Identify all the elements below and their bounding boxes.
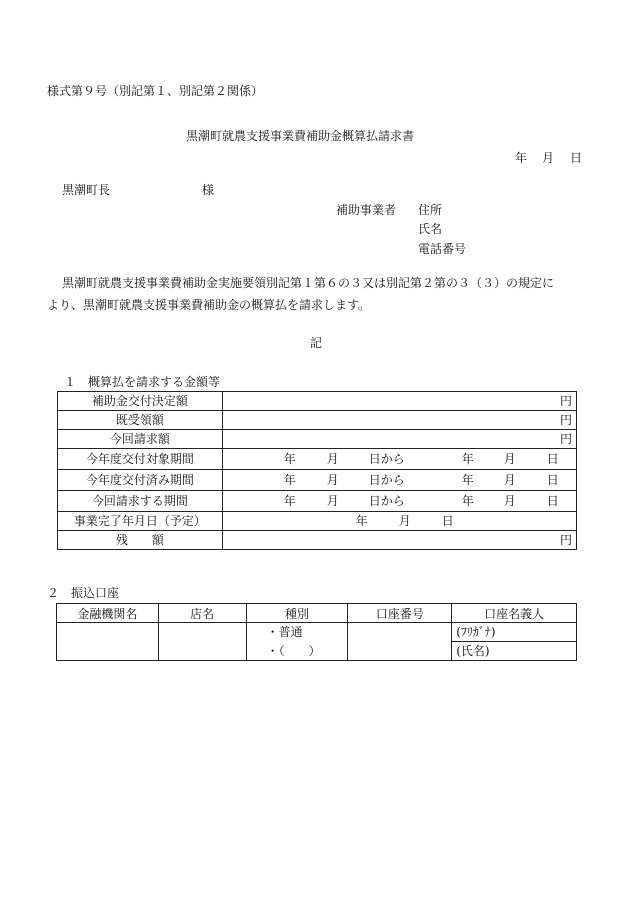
row-label-received: 既受領額 — [58, 411, 223, 430]
row-label-decision: 補助金交付決定額 — [58, 392, 223, 411]
addressee-honorific: 様 — [202, 183, 215, 197]
period-month: 月 — [398, 514, 411, 528]
period-field-request[interactable] — [222, 491, 576, 512]
amount-field-this-request[interactable] — [222, 430, 576, 449]
date-day: 日 — [570, 151, 583, 165]
period-day: 日 — [441, 514, 454, 528]
row-label-target-period: 今年度交付対象期間 — [58, 449, 223, 470]
date-month: 月 — [542, 151, 555, 165]
account-type-option-other[interactable]: ・（ ） — [246, 642, 348, 661]
table-row — [58, 531, 577, 550]
amount-field-received[interactable] — [222, 411, 576, 430]
body-text-line2: より、黒潮町就農支援事業費補助金の概算払を請求します。 — [47, 298, 371, 312]
period-from: 日から — [368, 494, 405, 508]
period-day: 日 — [546, 452, 559, 466]
holder-kana-field[interactable]: (ﾌﾘｶﾞﾅ) — [452, 623, 577, 642]
table-row — [58, 512, 577, 531]
yen-unit: 円 — [559, 533, 572, 547]
table-header-row — [57, 604, 577, 623]
period-from: 日から — [368, 473, 405, 487]
row-label-this-request: 今回請求額 — [58, 430, 223, 449]
applicant-label: 補助事業者 — [336, 203, 397, 217]
addressee-name: 黒潮町長 — [62, 183, 111, 197]
table-row — [58, 491, 577, 512]
ki-mark: 記 — [310, 336, 323, 350]
applicant-address-label: 住所 — [418, 203, 443, 217]
date-year: 年 — [515, 151, 528, 165]
yen-unit: 円 — [559, 432, 572, 446]
table-row — [58, 449, 577, 470]
row-label-request-period: 今回請求する期間 — [58, 491, 223, 512]
amount-field-balance[interactable] — [222, 531, 576, 550]
period-month: 月 — [326, 452, 339, 466]
period-day: 日 — [546, 494, 559, 508]
period-field-target[interactable] — [222, 449, 576, 470]
period-year: 年 — [283, 494, 296, 508]
period-year: 年 — [283, 452, 296, 466]
header-account-type: 種別 — [246, 604, 348, 623]
period-month: 月 — [326, 473, 339, 487]
bank-account-table — [56, 603, 577, 661]
amount-field-decision[interactable] — [222, 392, 576, 411]
holder-name-field[interactable]: (氏名) — [452, 642, 577, 661]
period-month: 月 — [503, 473, 516, 487]
table-row — [58, 430, 577, 449]
header-bank-name: 金融機関名 — [57, 604, 159, 623]
row-label-balance: 残 額 — [58, 531, 223, 550]
account-type-option-ordinary[interactable]: ・普通 — [246, 623, 348, 642]
header-account-holder: 口座名義人 — [452, 604, 577, 623]
applicant-name-label: 氏名 — [418, 222, 443, 236]
period-year: 年 — [461, 473, 474, 487]
header-branch: 店名 — [158, 604, 246, 623]
row-label-completion: 事業完了年月日（予定） — [58, 512, 223, 531]
header-account-number: 口座番号 — [348, 604, 452, 623]
period-day: 日 — [546, 473, 559, 487]
table-row — [57, 623, 577, 642]
yen-unit: 円 — [559, 413, 572, 427]
bank-name-field[interactable] — [57, 623, 159, 661]
period-from: 日から — [368, 452, 405, 466]
amount-table — [57, 391, 577, 550]
date-field-completion[interactable] — [222, 512, 576, 531]
period-field-paid[interactable] — [222, 470, 576, 491]
body-text-line1: 黒潮町就農支援事業費補助金実施要領別記第１第６の３又は別記第２第の３（３）の規定に — [62, 276, 555, 290]
yen-unit: 円 — [559, 394, 572, 408]
period-year: 年 — [461, 494, 474, 508]
period-month: 月 — [503, 494, 516, 508]
period-month: 月 — [503, 452, 516, 466]
period-year: 年 — [355, 514, 368, 528]
section1-heading: １ 概算払を請求する金額等 — [64, 375, 221, 389]
period-year: 年 — [283, 473, 296, 487]
form-reference: 様式第９号（別記第１、別記第２関係） — [47, 84, 264, 98]
period-year: 年 — [461, 452, 474, 466]
branch-field[interactable] — [158, 623, 246, 661]
table-row — [58, 470, 577, 491]
table-row — [58, 392, 577, 411]
document-title: 黒潮町就農支援事業費補助金概算払請求書 — [186, 129, 415, 143]
account-number-field[interactable] — [348, 623, 452, 661]
section2-heading: ２ 振込口座 — [47, 586, 120, 600]
row-label-paid-period: 今年度交付済み期間 — [58, 470, 223, 491]
applicant-phone-label: 電話番号 — [418, 242, 467, 256]
table-row — [58, 411, 577, 430]
period-month: 月 — [326, 494, 339, 508]
